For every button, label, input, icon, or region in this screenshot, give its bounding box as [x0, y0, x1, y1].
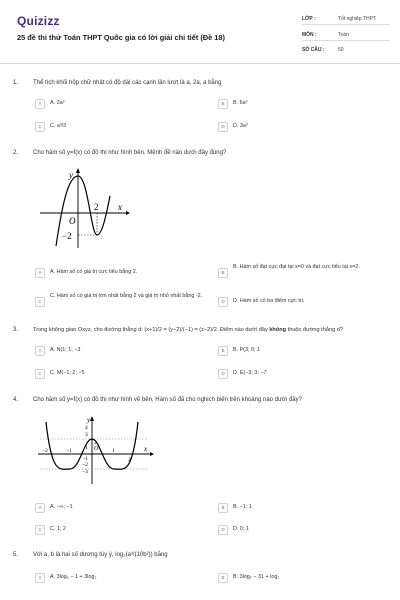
y-axis-arrow — [90, 416, 94, 421]
origin-label: O — [69, 216, 76, 226]
function-graph — [36, 166, 130, 250]
option-letter: D — [218, 297, 228, 307]
option-letter: B — [218, 346, 228, 356]
tick-label: 4 — [85, 425, 88, 431]
question-text-part: thuộc đường thẳng d? — [286, 327, 343, 333]
option-letter: D — [218, 525, 228, 535]
meta-count-label: SỐ CÂU : — [302, 47, 325, 53]
tick-label: 1 — [85, 445, 88, 451]
option-letter: B — [218, 573, 228, 583]
option-text: B. 6a³ — [233, 100, 248, 106]
question-text: Cho hàm số y=f(x) có đồ thị như hình bên. Mệnh đề nào dưới đây đúng? — [33, 150, 227, 156]
option-letter: A — [35, 573, 45, 583]
tick-label: −1 — [66, 448, 72, 454]
meta-class-value: Tốt nghiệp THPT — [338, 16, 376, 22]
origin-label: O — [94, 446, 99, 452]
tick-label: 2 — [128, 457, 131, 463]
tick-label: −2 — [62, 231, 72, 241]
question-number: 1. — [13, 80, 19, 86]
option-text: C. Hàm số có giá trị lớn nhất bằng 2 và giá trị nhỏ nhất bằng -2. — [50, 293, 203, 299]
y-axis-arrow — [76, 168, 80, 173]
option-text: C. a³/3 — [50, 123, 67, 129]
option-text: A. −∞; −1 — [50, 504, 73, 510]
option-text: B. Hàm số đạt cực đại tại x=0 và đạt cực tiểu tại x=2. — [233, 264, 360, 270]
option-text: A. Hàm số có giá trị cực tiểu bằng 2. — [50, 269, 138, 275]
divider — [302, 24, 390, 25]
option-letter: C — [35, 525, 45, 535]
option-letter: D — [218, 369, 228, 379]
x-axis-arrow — [150, 452, 154, 456]
y-axis-label: y — [87, 416, 91, 424]
x-axis-arrow — [126, 211, 130, 215]
option-letter: D — [218, 122, 228, 132]
option-letter: A — [35, 503, 45, 513]
option-text: A. 3log₂ − 1 + 3log₂ — [50, 574, 97, 580]
option-text: D. 0; 1 — [233, 526, 249, 532]
question-text-part: Trong không gian Oxyz, cho đường thẳng d: (x+1)/2 = (y−2)/(−1) = (z−2)/2. Điểm nào dưới đây — [33, 327, 270, 333]
question-text: Với a, b là hai số dương tùy ý, log₂(a³/(10b²)) bằng — [33, 552, 168, 558]
tick-label: −2 — [82, 462, 88, 468]
tick-label: 3 — [85, 432, 88, 438]
tick-label: −3 — [82, 469, 88, 475]
question-number: 5. — [13, 552, 19, 558]
function-graph — [36, 414, 156, 486]
question-number: 4. — [13, 397, 19, 403]
meta-count-value: 50 — [338, 47, 344, 53]
option-text: D. Hàm số có ba điểm cực trị. — [233, 298, 305, 304]
option-text: C. 1; 2 — [50, 526, 66, 532]
tick-label: −1 — [82, 456, 88, 462]
tick-label: 1 — [112, 448, 115, 454]
option-text: B. 3log₂ − 31 + log₂ — [233, 574, 280, 580]
emphasis-text: không — [269, 327, 287, 333]
tick-label: 2 — [94, 440, 97, 446]
x-axis-label: x — [144, 445, 148, 453]
option-letter: B — [218, 268, 228, 278]
option-text: B. P(3; 0; 1 — [233, 347, 260, 353]
option-text: A. N(1; 1; −3 — [50, 347, 81, 353]
option-text: A. 2a³ — [50, 100, 65, 106]
meta-subject-value: Toán — [338, 32, 349, 38]
option-letter: B — [218, 99, 228, 109]
option-letter: C — [35, 122, 45, 132]
quizizz-logo: Quizizz — [17, 14, 60, 28]
question-text: Thể tích khối hộp chữ nhật có độ dài các cạnh lần lượt là a, 2a, a bằng — [33, 80, 222, 86]
meta-class-label: LỚP : — [302, 16, 316, 22]
meta-subject-label: MÔN : — [302, 32, 317, 38]
tick-label: −2 — [42, 448, 48, 454]
page-header — [0, 0, 400, 64]
option-letter: A — [35, 99, 45, 109]
option-letter: C — [35, 297, 45, 307]
question-text — [33, 327, 343, 333]
question-text: Cho hàm số y=f(x) có đồ thị như hình vẽ bên. Hàm số đã cho nghịch biến trên khoảng nào dưới đây? — [33, 397, 302, 403]
question-number: 2. — [13, 150, 19, 156]
document-title: 25 đề thi thử Toán THPT Quốc gia có lời giải chi tiết (Đề 18) — [17, 33, 225, 42]
option-text: D. E(−3; 3; −7 — [233, 370, 267, 376]
question-number: 3. — [13, 327, 19, 333]
option-text: C. M(−1; 2; −5 — [50, 370, 85, 376]
option-letter: A — [35, 346, 45, 356]
y-axis-label: y — [69, 170, 73, 180]
option-letter: A — [35, 268, 45, 278]
option-text: B. −1; 1 — [233, 504, 252, 510]
option-letter: B — [218, 503, 228, 513]
option-letter: C — [35, 369, 45, 379]
x-axis-label: x — [118, 202, 122, 212]
option-text: D. 3a³ — [233, 123, 248, 129]
divider — [302, 40, 390, 41]
tick-label: 2 — [94, 202, 99, 212]
